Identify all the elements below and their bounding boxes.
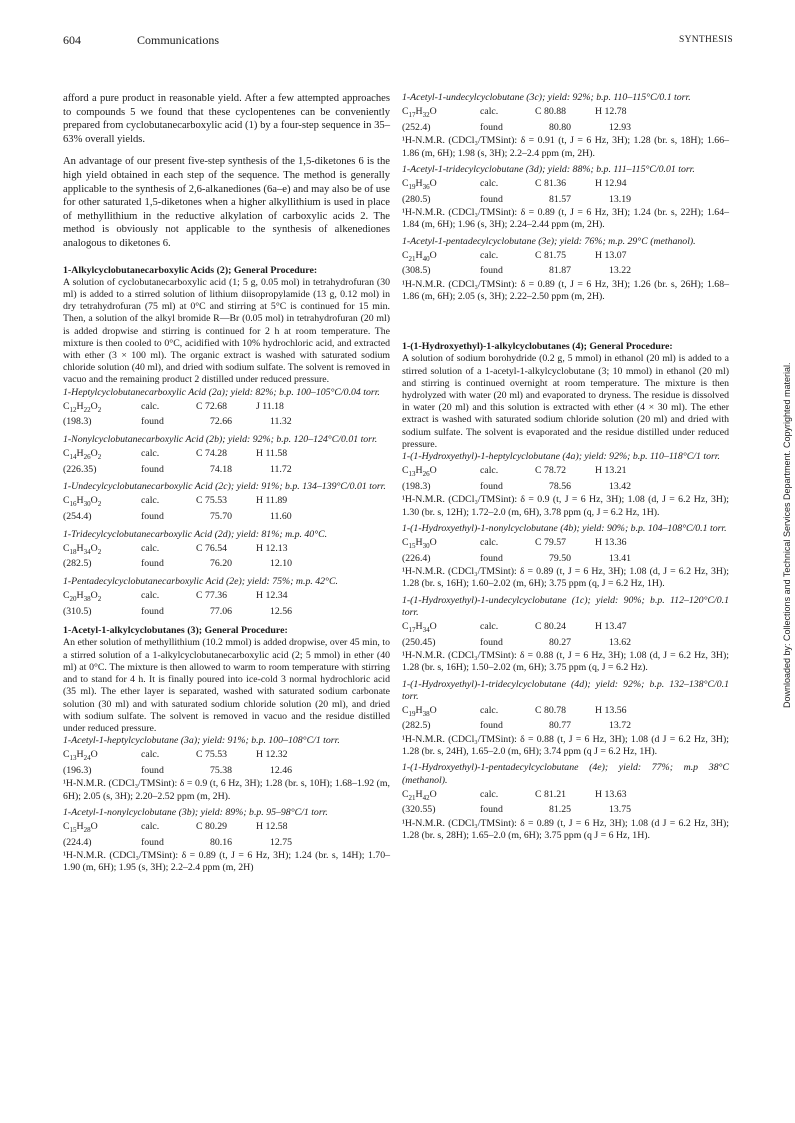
compound-entry [63,576,390,623]
molecular-weight: (320.55) [402,804,436,816]
compound-list [63,735,390,879]
intro-paragraph: An advantage of our present five-step synthesis of the 1,5-diketones 6 is the high yield obtained in each step of the sequence. The method is generally applicable to the synthesis of 2,6-alkanediones (6a–e) and may also be of use for other saturated 1,5-diketones when a higher alkyllithium is used in place of methyllithium in the reductive alkylation of carboxylic acids 2. The method is obviously not applicable to the synthesis of alkenediones analogous to diketones 6. [63,156,390,249]
carbon-calc: C 77.36 [196,590,228,602]
carbon-found: 77.06 [210,605,233,617]
compound-entry [402,236,729,308]
procedure-text: A solution of cyclobutanecarboxylic acid (1; 5 g, 0.05 mol) in tetrahydrofuran (30 ml) is added to a stirred solution of lithium diisopropylamide (13 g, 0.12 mol) in dry tetrahydrofuran (75 ml) at 0°C and stirring at 5°C is continued for 15 min. Then, a solution of the alkyl bromide R—Br (0.05 mol) in tetrahydrofuran (20 ml) is added dropwise and stirring is continued for 2 h at room temperature. The mixture is then cooled to 0°C, acidified with 10% hydrochloric acid, and extracted with ether (3 × 100 ml). The organic extract is washed with saturated sodium chloride solution (40 ml), and dried with sodium sulfate. The solvent is removed in vacuo and the remaining product 2 distilled under reduced pressure. [63,276,390,386]
molecular-weight: (226.4) [402,552,431,564]
calc-label: calc. [141,821,160,833]
nmr-data: ¹H-N.M.R. (CDCl₃/TMSint): δ = 0.91 (t, J = 6 Hz, 3H); 1.28 (br. s, 18H); 1.66–1.86 (m, 6H); 1.98 (s, 3H); 2.2–2.4 ppm (m, 2H). [402,135,729,159]
compound-entry [402,762,729,846]
compound-title: 1-(1-Hydroxyethyl)-1-pentadecylcyclobutane (4e); yield: 77%; m.p 38°C (methanol). [402,762,729,786]
nmr-data: ¹H-N.M.R. (CDCl₃/TMSint): δ = 0.9 (t, 6 Hz, 3H); 1.28 (br. s, 10H); 1.68–1.92 (m, 6H); 2.05 (s, 3H); 2.20–2.52 ppm (m, 2H). [63,778,390,802]
section-name: Communications [137,33,219,47]
elemental-analysis [63,543,390,570]
compound-title: 1-Undecylcyclobutanecarboxylic Acid (2c); yield: 91%; b.p. 134–139°C/0.01 torr. [63,481,386,493]
hydrogen-found: 13.19 [609,193,632,205]
procedure-heading: 1-Alkylcyclobutanecarboxylic Acids (2); General Procedure: [63,264,318,276]
procedure-hydroxyethyl [402,341,729,846]
compound-entry [402,451,729,523]
hydrogen-calc: H 13.47 [595,620,627,632]
compound-formula: $C_{13}H_{24}O$ [63,749,98,763]
compound-entry [402,92,729,164]
carbon-calc: C 72.68 [196,400,228,412]
compound-entry [63,807,390,879]
compound-title: 1-(1-Hydroxyethyl)-1-nonylcyclobutane (4b); yield: 90%; b.p. 104–108°C/0.1 torr. [402,522,727,534]
hydrogen-found: 11.60 [270,511,292,522]
carbon-found: 78.56 [549,480,572,492]
compound-entry [63,434,390,481]
molecular-weight: (280.5) [402,193,431,205]
found-label: found [480,552,503,564]
carbon-calc: C 81.21 [535,788,567,800]
elemental-analysis [63,495,390,522]
compound-list [402,451,729,846]
compound-formula: $C_{12}H_{22}O_2$ [63,400,102,414]
intro-paragraph: afford a pure product in reasonable yield. After a few attempted approaches to compounds 5 we found that these cyclopentenes can be conveniently prepared from cyclobutanecarboxylic acid (1) by a four-step sequence in 35–63% overall yields. [63,93,390,145]
elemental-analysis [63,821,390,848]
calc-label: calc. [480,620,499,632]
compound-formula: $C_{15}H_{30}O$ [402,537,437,550]
hydrogen-found: 13.22 [609,265,632,277]
carbon-calc: C 76.54 [196,542,228,554]
hydrogen-found: 12.75 [270,836,293,848]
hydrogen-found: 13.75 [609,804,632,816]
nmr-data: ¹H-N.M.R. (CDCl₃/TMSint): δ = 0.89 (t, J = 6 Hz, 3H); 1.08 (d, J = 6.2 Hz, 3H); 1.28 (br. s, 16H); 1.60–2.02 (m, 6H); 3.75 ppm (q, J = 6.2 Hz, 1H). [402,566,729,590]
carbon-found: 81.87 [549,265,572,277]
compound-entry [63,387,390,434]
calc-label: calc. [141,495,160,507]
nmr-data: ¹H-N.M.R. (CDCl₃/TMSint): δ = 0.89 (t, J = 6 Hz, 3H); 1.24 (br. s, 14H); 1.70–1.90 (m, 6H); 1.95 (s, 3H); 2.2–2.4 ppm (m, 2H) [63,850,390,874]
compound-formula: $C_{21}H_{42}O$ [402,788,437,802]
carbon-calc: C 80.88 [535,106,567,118]
carbon-found: 80.16 [210,836,233,848]
hydrogen-found: 11.32 [270,416,292,428]
page-number: 604 [63,33,81,47]
found-label: found [141,416,164,428]
compound-title: 1-(1-Hydroxyethyl)-1-heptylcyclobutane (4a); yield: 92%; b.p. 110–118°C/1 torr. [402,451,720,463]
carbon-calc: C 80.78 [535,704,567,716]
carbon-found: 80.27 [549,636,572,648]
found-label: found [141,558,164,570]
hydrogen-calc: H 12.13 [256,542,288,554]
hydrogen-found: 13.72 [609,720,632,732]
hydrogen-calc: H 12.58 [256,821,288,833]
procedure-text: A solution of sodium borohydride (0.2 g, 5 mmol) in ethanol (20 ml) is added to a stirred solution of a 1-acetyl-1-alkylcyclobutane (3; 10 mmol) in ethanol (20 ml) and stirring is continued overnight at room temperature. The mixture is then hydrolyzed with water (20 ml) and evaporated to dryness. The residue is dissolved in water (20 ml) and this solution is extracted with ether (4 × 30 ml). The ether extract is washed with saturated sodium chloride solution (20 ml) and dried with sodium sulfate. The solvent is evaporated and the residue distilled under reduced pressure. [402,353,729,450]
hydrogen-found: 12.46 [270,764,293,776]
compound-formula: $C_{19}H_{36}O$ [402,177,437,191]
calc-label: calc. [141,749,160,761]
procedure-text: An ether solution of methyllithium (10.2 mmol) is added dropwise, over 45 min, to a stirred solution of a 1-alkylcyclobutanecarboxylic acid (2; 5 mmol) in ether (40 ml) at 0°C. The mixture is then allowed to warm to room temperature with stirring and to stand for 4 h. It is finally poured into ice-cold 3 normal hydrochloric acid (35 ml). The ether layer is separated, washed with saturated sodium carbonate solution (30 ml) and with saturated sodium chloride solution (20 ml), and dried with sodium sulfate. The solvent is removed in vacuo and the residue distilled under reduced pressure. [63,637,390,734]
carbon-found: 76.20 [210,558,233,570]
carbon-calc: C 79.57 [535,537,567,549]
procedure-acids [63,265,390,624]
elemental-analysis [402,465,729,492]
calc-label: calc. [480,177,499,189]
hydrogen-found: 12.93 [609,121,632,133]
compound-title: 1-Acetyl-1-undecylcyclobutane (3c); yield: 92%; b.p. 110–115°C/0.1 torr. [402,92,691,103]
found-label: found [141,463,164,475]
intro-text [63,92,390,251]
carbon-found: 75.70 [210,511,233,522]
nmr-data: ¹H-N.M.R. (CDCl₃/TMSint): δ = 0.89 (t, J = 6 Hz, 3H); 1.24 (br. s, 22H); 1.64–1.84 (m, 6H); 1.96 (s, 3H); 2.24–2.44 ppm (m, 2H). [402,207,729,231]
elemental-analysis [63,401,390,428]
nmr-data: ¹H-N.M.R. (CDCl₃/TMSint): δ = 0.88 (t, J = 6 Hz, 3H); 1.08 (d, J = 6.2 Hz, 3H); 1.28 (br. s, 16H); 1.50–2.02 (m, 6H); 3.75 ppm (q, J = 6.2 Hz). [402,650,729,674]
compound-title: 1-(1-Hydroxyethyl)-1-undecylcyclobutane (1c); yield: 90%; b.p. 112–120°C/0.1 torr. [402,594,729,618]
hydrogen-calc: H 12.94 [595,177,627,189]
procedure-acetyl [63,625,390,878]
found-label: found [141,764,164,776]
hydrogen-calc: H 11.89 [256,495,288,507]
compound-formula: $C_{16}H_{30}O_2$ [63,495,102,509]
hydrogen-calc: H 13.21 [595,465,627,477]
elemental-analysis [402,178,729,205]
calc-label: calc. [480,704,499,716]
carbon-found: 79.50 [549,552,572,564]
procedure-heading: 1-Acetyl-1-alkylcyclobutanes (3); General Procedure: [63,625,288,637]
right-column [402,92,729,846]
elemental-analysis [402,250,729,277]
calc-label: calc. [141,590,160,602]
compound-list [63,387,390,624]
molecular-weight: (196.3) [63,764,92,776]
carbon-found: 74.18 [210,463,233,475]
compound-entry [402,679,729,763]
compound-formula: $C_{17}H_{32}O$ [402,106,437,120]
carbon-calc: C 81.75 [535,249,567,261]
elemental-analysis [402,621,729,648]
hydrogen-calc: H 12.78 [595,106,627,118]
elemental-analysis [402,537,729,564]
carbon-found: 81.57 [549,193,572,205]
carbon-calc: C 75.53 [196,749,228,761]
compound-entry [402,523,729,595]
hydrogen-calc: H 12.34 [256,590,288,602]
found-label: found [480,636,503,648]
molecular-weight: (308.5) [402,265,431,277]
compound-formula: $C_{18}H_{34}O_2$ [63,542,102,556]
calc-label: calc. [480,537,499,549]
compound-entry [63,735,390,807]
found-label: found [141,836,164,848]
carbon-found: 81.25 [549,804,572,816]
elemental-analysis [63,590,390,617]
carbon-calc: C 75.53 [196,495,228,507]
compound-formula: $C_{21}H_{40}O$ [402,249,437,263]
hydrogen-found: 11.72 [270,463,292,475]
compound-title: 1-Pentadecylcyclobutanecarboxylic Acid (2e); yield: 75%; m.p. 42°C. [63,575,338,587]
found-label: found [480,804,503,816]
molecular-weight: (282.5) [402,720,431,732]
hydrogen-found: 13.41 [609,552,632,564]
molecular-weight: (198.3) [402,480,431,492]
compound-title: 1-Heptylcyclobutanecarboxylic Acid (2a); yield: 82%; b.p. 100–105°C/0.04 torr. [63,386,380,398]
calc-label: calc. [480,788,499,800]
nmr-data: ¹H-N.M.R. (CDCl₃/TMSint): δ = 0.89 (t, J = 6 Hz, 3H); 1.26 (br. s, 26H); 1.68–1.86 (m, 6H); 2.05 (s, 3H); 2.22–2.50 ppm (m, 2H). [402,278,729,303]
compound-formula: $C_{15}H_{28}O$ [63,821,98,835]
calc-label: calc. [141,400,160,412]
calc-label: calc. [141,448,160,460]
nmr-data: ¹H-N.M.R. (CDCl₃/TMSint): δ = 0.9 (t, J = 6 Hz, 3H); 1.08 (d, J = 6.2 Hz, 3H); 1.30 (br. s, 12H); 1.72–2.0 (m, 6H), 3.78 ppm (q, J = 6.2 Hz, 1H). [402,494,729,518]
molecular-weight: (310.5) [63,605,92,617]
nmr-data: ¹H-N.M.R. (CDCl₃/TMSint): δ = 0.88 (t, J = 6 Hz, 3H); 1.08 (d J = 6.2 Hz, 3H); 1.28 (br. s, 24H), 1.65–2.0 (m, 6H); 3.74 ppm (q J = 6.2 Hz, 1H). [402,734,729,758]
hydrogen-calc: H 12.32 [256,749,288,761]
compound-entry [402,164,729,236]
compound-formula: $C_{13}H_{26}O$ [402,465,437,479]
hydrogen-calc: H 11.58 [256,448,288,460]
molecular-weight: (252.4) [402,121,431,133]
hydrogen-found: 12.56 [270,605,293,617]
elemental-analysis [402,705,729,732]
compound-formula: $C_{14}H_{26}O_2$ [63,448,102,462]
compound-entry [63,481,390,528]
molecular-weight: (224.4) [63,836,92,848]
hydrogen-found: 13.42 [609,480,632,492]
found-label: found [141,605,164,617]
found-label: found [480,121,503,133]
journal-name: SYNTHESIS [679,35,733,45]
compound-title: 1-(1-Hydroxyethyl)-1-tridecylcyclobutane (4d); yield: 92%; b.p. 132–138°C/0.1 torr. [402,678,729,702]
molecular-weight: (198.3) [63,416,92,428]
carbon-calc: C 80.29 [196,821,228,833]
procedure-heading: 1-(1-Hydroxyethyl)-1-alkylcyclobutanes (4); General Procedure: [402,341,673,353]
found-label: found [480,193,503,205]
molecular-weight: (282.5) [63,558,92,570]
compound-formula: $C_{20}H_{38}O_2$ [63,590,102,604]
found-label: found [480,720,503,732]
compound-formula: $C_{17}H_{34}O$ [402,620,437,634]
left-column [63,92,390,879]
carbon-calc: C 74.28 [196,448,228,460]
carbon-calc: C 80.24 [535,620,567,632]
hydrogen-found: 13.62 [609,636,632,648]
hydrogen-calc: H 13.56 [595,704,627,716]
compound-formula: $C_{19}H_{38}O$ [402,704,437,718]
carbon-found: 75.38 [210,764,233,776]
molecular-weight: (254.4) [63,511,92,522]
elemental-analysis [63,749,390,776]
hydrogen-calc: H 13.63 [595,788,627,800]
compound-title: 1-Acetyl-1-pentadecylcyclobutane (3e); yield: 76%; m.p. 29°C (methanol). [402,235,696,247]
elemental-analysis [63,448,390,475]
hydrogen-calc: H 13.36 [595,537,627,549]
hydrogen-found: 12.10 [270,558,293,570]
compound-title: 1-Acetyl-1-heptylcyclobutane (3a); yield: 91%; b.p. 100–108°C/1 torr. [63,735,340,747]
compound-list [402,92,729,307]
calc-label: calc. [480,465,499,477]
found-label: found [141,511,164,522]
hydrogen-calc: J 11.18 [256,400,284,412]
elemental-analysis [402,789,729,816]
carbon-calc: C 81.36 [535,177,567,189]
calc-label: calc. [141,542,160,554]
calc-label: calc. [480,106,499,118]
carbon-found: 72.66 [210,416,233,428]
hydrogen-calc: H 13.07 [595,249,627,261]
found-label: found [480,265,503,277]
carbon-found: 80.80 [549,121,572,133]
compound-entry [63,529,390,576]
carbon-found: 80.77 [549,720,572,732]
compound-title: 1-Nonylcyclobutanecarboxylic Acid (2b); yield: 92%; b.p. 120–124°C/0.01 torr. [63,433,378,445]
found-label: found [480,480,503,492]
elemental-analysis [402,106,729,133]
compound-title: 1-Acetyl-1-tridecylcyclobutane (3d); yield: 88%; b.p. 111–115°C/0.01 torr. [402,163,695,175]
compound-title: 1-Tridecylcyclobutanecarboxylic Acid (2d); yield: 81%; m.p. 40°C. [63,528,328,540]
calc-label: calc. [480,249,499,261]
molecular-weight: (250.45) [402,636,436,648]
compound-entry [402,595,729,679]
nmr-data: ¹H-N.M.R. (CDCl₃/TMSint): δ = 0.89 (t, J = 6 Hz, 3H); 1.08 (d J = 6.2 Hz, 3H); 1.28 (br. s, 28H); 1.65–2.0 (m, 6H); 3.75 ppm (q J = 6 Hz, 1H). [402,818,729,842]
molecular-weight: (226.35) [63,463,97,475]
carbon-calc: C 78.72 [535,465,567,477]
compound-title: 1-Acetyl-1-nonylcyclobutane (3b); yield: 89%; b.p. 95–98°C/1 torr. [63,806,328,818]
